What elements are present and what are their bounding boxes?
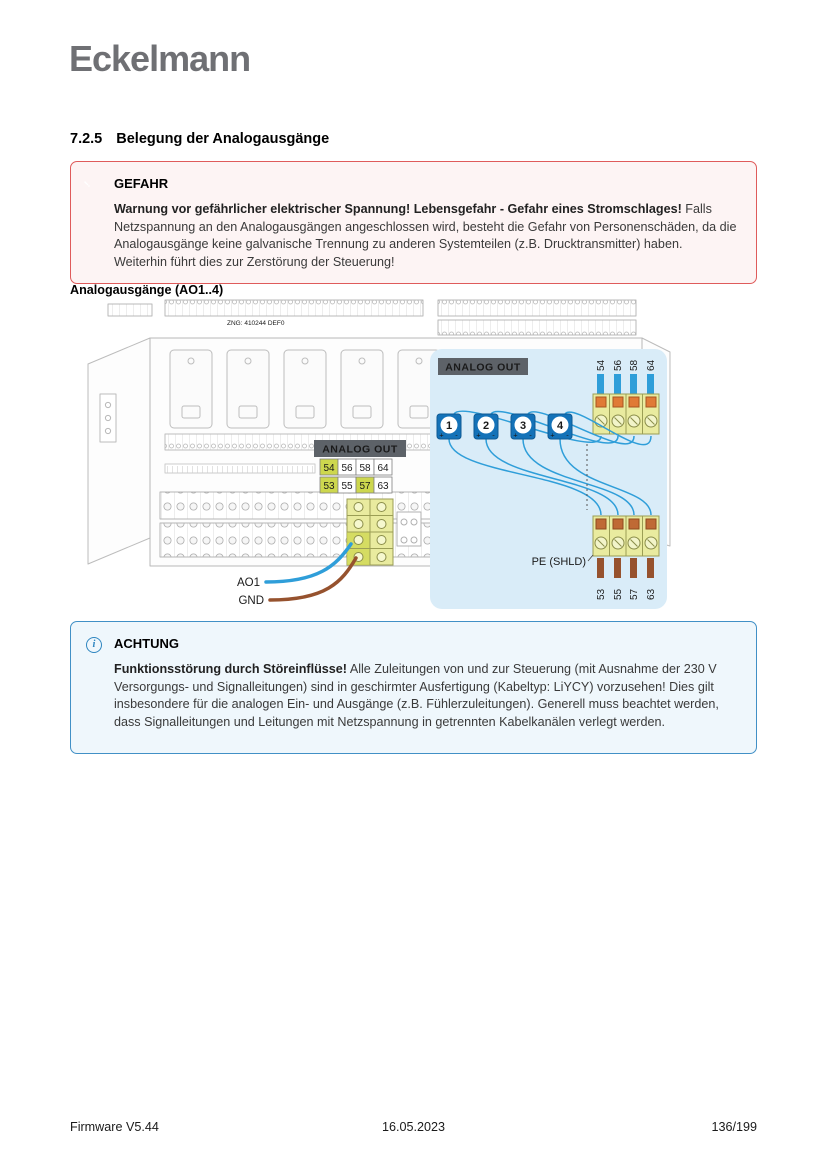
danger-text: Falls Netzspannung an den Analogausgängen angeschlossen wird, besteht die Gefahr von Personenschäden, da die Analogausgänge keine galvanische Trennung zu anderen Systemteilen (z.B. Drucktransmitter) haben. Weiterhin führt dies zur Zerstörung der Steuerung! [114, 202, 737, 269]
terminal-number: 56 [341, 463, 353, 474]
board-code: ZNG: 410244 DEF0 [227, 320, 285, 327]
top-terminal-block [593, 394, 659, 434]
analog-out-text: ANALOG OUT [322, 443, 398, 456]
danger-title: GEFAHR [114, 176, 169, 191]
analog-out-text: ANALOG OUT [445, 361, 521, 374]
footer-firmware: Firmware V5.44 [70, 1120, 159, 1134]
notice-text: Alle Zuleitungen von und zur Steuerung (mit Ausnahme der 230 V Versorgungs- und Signalleitungen) sind in geschirmter Ausfertigung (Kabeltyp: LiYCY) vorzusehen! Dies gilt insbesondere für die analogen Ein- und Ausgänge (z.B. Fühlerzuleitungen). Generell muss beachtet werden, dass Signalleitungen und Leitungen mit Netzspannung in getrennten Kabelkanälen verlegt werden. [114, 662, 719, 729]
brand-logo: Eckelmann [69, 38, 251, 79]
gnd-wire-label: GND [238, 595, 264, 607]
section-title: Belegung der Analogausgänge [116, 131, 330, 147]
notice-title: ACHTUNG [114, 636, 179, 651]
terminal-number: 64 [646, 359, 657, 371]
terminal-number: 58 [629, 359, 640, 371]
footer-page-number: 136/199 [711, 1120, 757, 1134]
channel-number: 3 [519, 420, 527, 432]
terminal-number: 56 [613, 359, 624, 371]
terminal-number: 63 [377, 481, 389, 492]
board-analog-out-label [314, 440, 406, 457]
warning-diamond-icon: ! [82, 179, 93, 190]
figure-diagram [70, 294, 770, 616]
danger-body [114, 201, 738, 271]
channel-2 [474, 414, 498, 440]
section-heading [70, 131, 329, 147]
channel-number: 1 [445, 420, 453, 432]
channel-3 [511, 414, 535, 440]
notice-alert [70, 621, 757, 754]
terminal-number: 57 [629, 588, 640, 600]
minus-mark: - [566, 430, 569, 440]
ao1-wire-label: AO1 [236, 577, 260, 589]
board-terminal-block [347, 499, 393, 565]
info-icon: i [86, 637, 104, 655]
plus-mark: + [513, 430, 518, 440]
plus-mark: + [476, 430, 481, 440]
pe-shield-label: PE (SHLD) [531, 556, 586, 568]
terminal-number: 53 [596, 588, 607, 600]
terminal-number: 53 [323, 481, 335, 492]
panel-analog-out-label [438, 358, 528, 375]
figure-caption: Analogausgänge (AO1..4) [70, 283, 224, 297]
minus-mark: - [529, 430, 532, 440]
wiring-diagram-svg [70, 294, 770, 616]
channel-1 [437, 414, 461, 440]
plus-mark: + [439, 430, 444, 440]
channel-number: 2 [482, 420, 490, 432]
notice-lead: Funktionsstörung durch Störeinflüsse! [114, 662, 347, 677]
terminal-number: 64 [377, 463, 389, 474]
bottom-terminal-block [593, 516, 659, 556]
minus-mark: - [455, 430, 458, 440]
terminal-number: 58 [359, 463, 371, 474]
section-number: 7.2.5 [70, 131, 103, 147]
danger-lead: Warnung vor gefährlicher elektrischer Spannung! Lebensgefahr - Gefahr eines Stromschlages! [114, 202, 682, 217]
terminal-number: 57 [359, 481, 371, 492]
terminal-number: 55 [613, 588, 624, 600]
plus-mark: + [550, 430, 555, 440]
terminal-number: 54 [323, 463, 335, 474]
channel-number: 4 [556, 420, 564, 432]
footer-date: 16.05.2023 [381, 1120, 446, 1134]
notice-body [114, 661, 738, 731]
terminal-number: 63 [646, 588, 657, 600]
danger-alert [70, 161, 757, 284]
channel-4 [548, 414, 572, 440]
minus-mark: - [492, 430, 495, 440]
terminal-number: 54 [596, 359, 607, 371]
wiring-panel [430, 349, 667, 609]
terminal-number: 55 [341, 481, 353, 492]
